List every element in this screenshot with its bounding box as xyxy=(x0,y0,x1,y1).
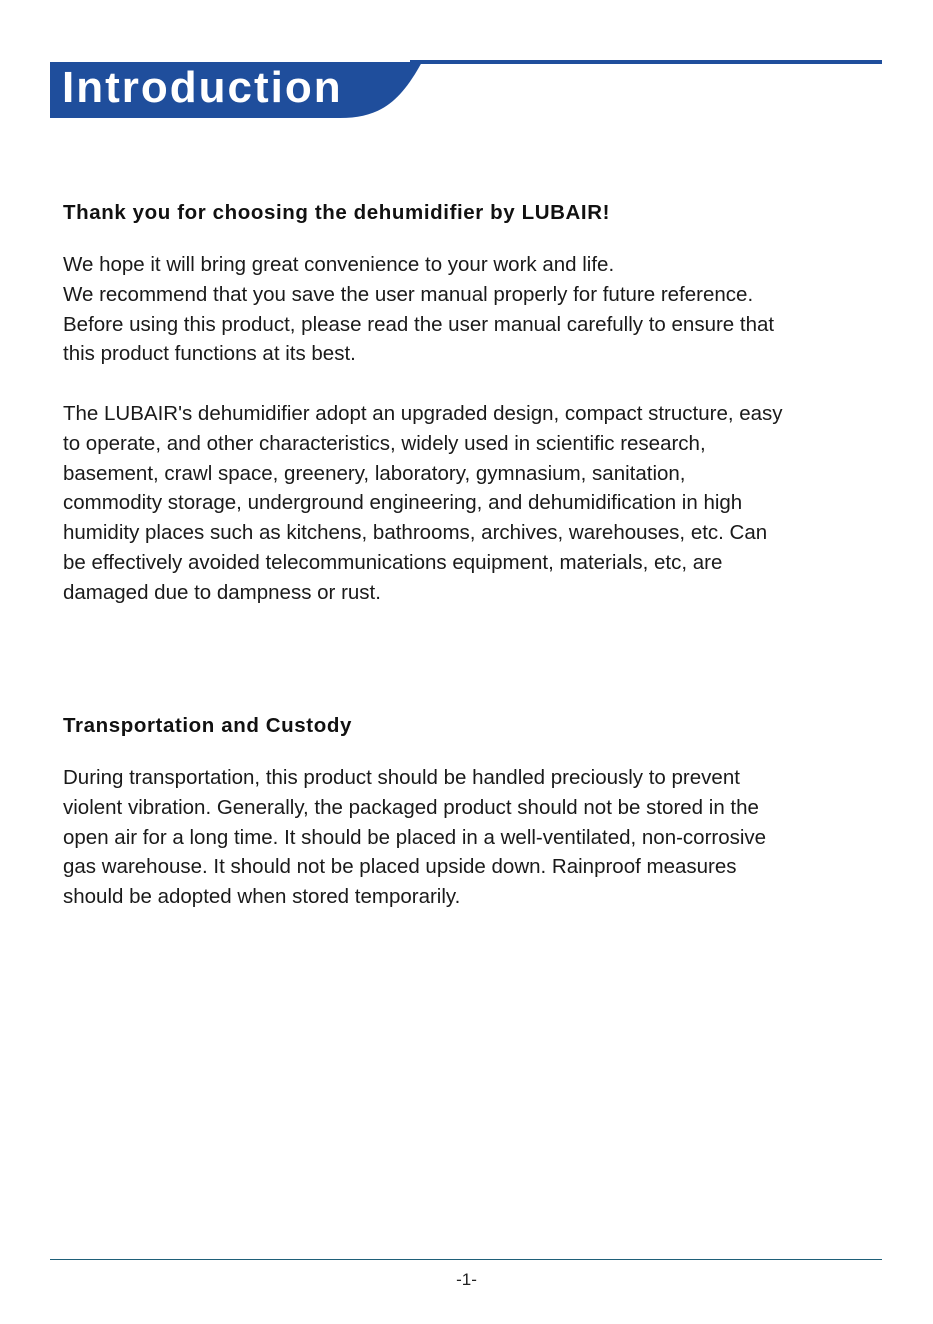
text-line: During transportation, this product should be handled preciously to prevent xyxy=(63,766,740,789)
intro-heading: Thank you for choosing the dehumidifier by LUBAIR! xyxy=(63,201,611,224)
text-line: humidity places such as kitchens, bathrooms, archives, warehouses, etc. Can xyxy=(63,521,768,545)
page-number: -1- xyxy=(456,1270,477,1289)
header-rule xyxy=(410,60,882,64)
text-line: Before using this product, please read the user manual carefully to ensure that xyxy=(63,312,775,336)
transport-heading: Transportation and Custody xyxy=(63,714,352,737)
text-line: this product functions at its best. xyxy=(63,342,356,366)
text-line: be effectively avoided telecommunications equipment, materials, etc, are xyxy=(63,550,723,574)
text-line: basement, crawl space, greenery, laboratory, gymnasium, sanitation, xyxy=(63,461,686,485)
intro-paragraph-2 xyxy=(63,399,783,608)
text-line: damaged due to dampness or rust. xyxy=(63,580,381,604)
text-line: We recommend that you save the user manual properly for future reference. xyxy=(63,282,754,306)
page-title: Introduction xyxy=(62,63,343,112)
text-line: gas warehouse. It should not be placed upside down. Rainproof measures xyxy=(63,855,737,879)
text-line: to operate, and other characteristics, widely used in scientific research, xyxy=(63,431,706,455)
text-line: The LUBAIR's dehumidifier adopt an upgraded design, compact structure, easy xyxy=(63,402,783,425)
text-line: open air for a long time. It should be placed in a well-ventilated, non-corrosive xyxy=(63,825,767,849)
intro-paragraph-1 xyxy=(63,250,774,369)
text-line: violent vibration. Generally, the packaged product should not be stored in the xyxy=(63,795,759,819)
text-line: should be adopted when stored temporarily. xyxy=(63,885,461,909)
text-line: We hope it will bring great convenience to your work and life. xyxy=(63,253,615,276)
transport-paragraph xyxy=(63,763,766,912)
footer-rule xyxy=(50,1259,882,1260)
text-line: commodity storage, underground engineering, and dehumidification in high xyxy=(63,491,743,515)
